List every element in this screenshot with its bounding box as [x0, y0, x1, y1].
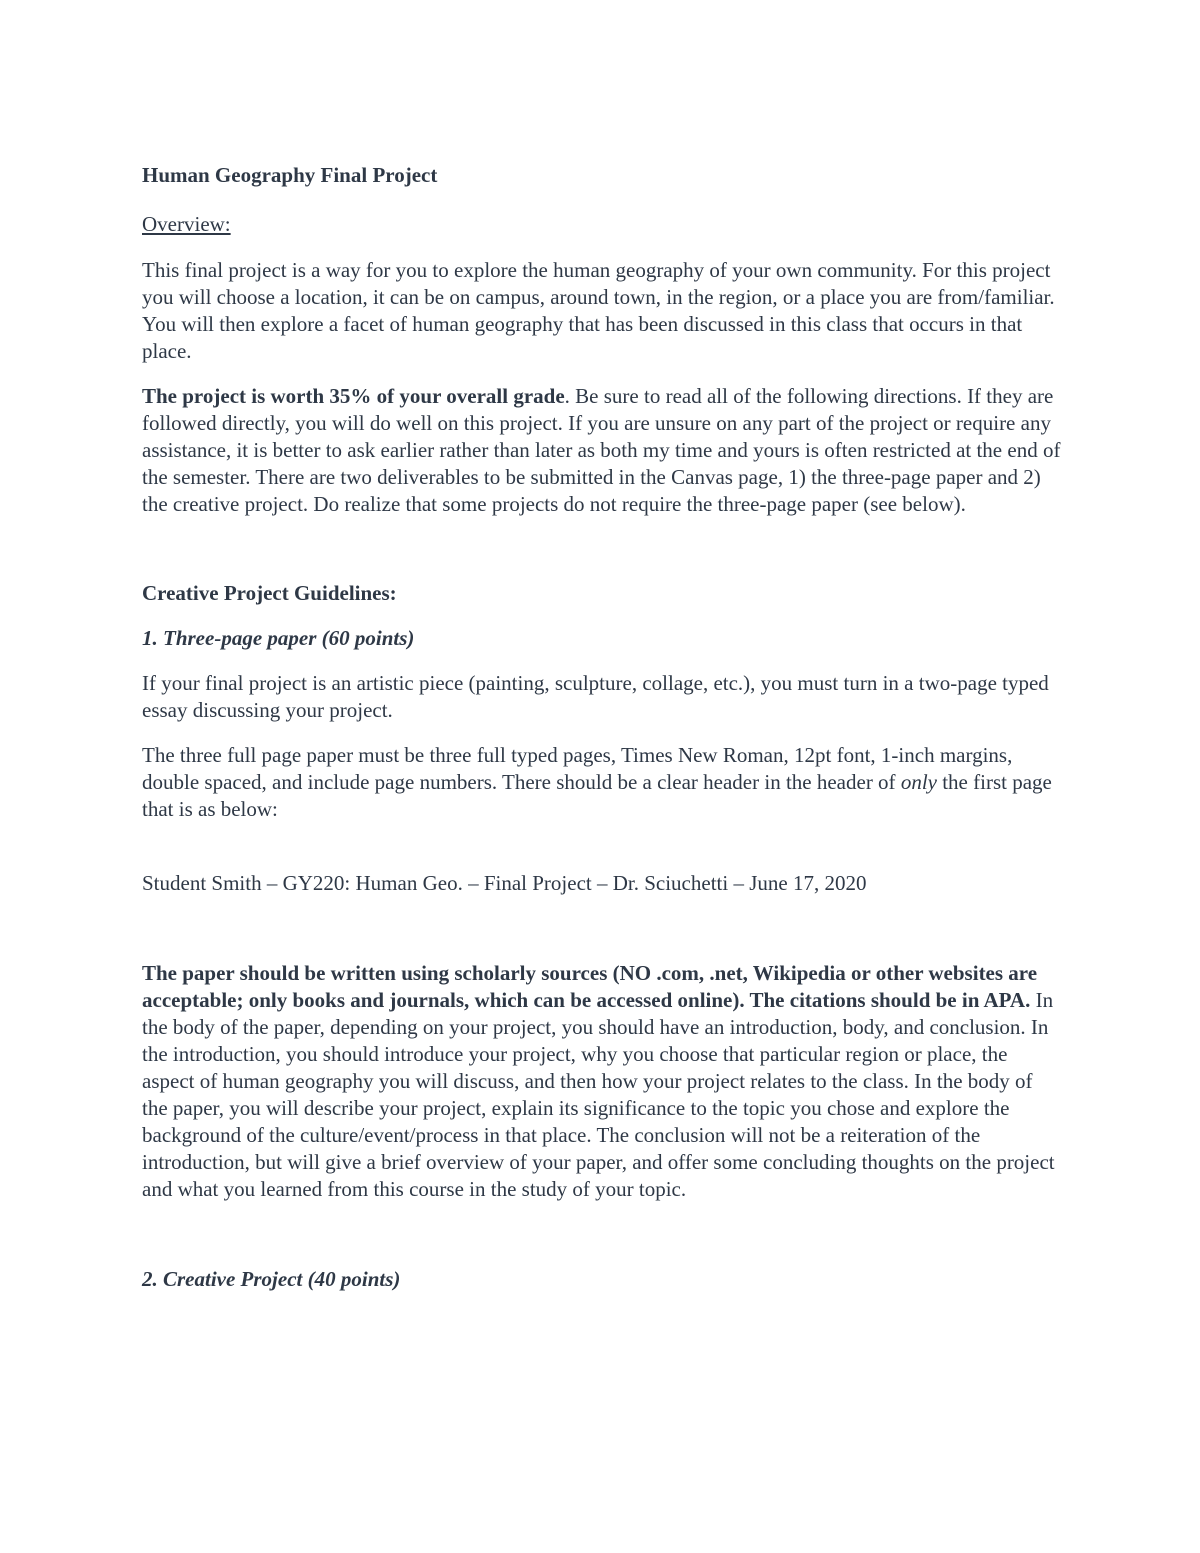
- sources-bold: The paper should be written using scholarly sources (NO .com, .net, Wikipedia or other websites are acceptable; only books and journals, which can be accessed online). The citations should be in APA.: [142, 961, 1038, 1012]
- paper-format-text-a: The three full page paper must be three full typed pages, Times New Roman, 12pt font, 1-inch margins, double spaced, and include page numbers. There should be a clear header in the header of: [142, 743, 1013, 794]
- page-title: Human Geography Final Project: [142, 163, 438, 187]
- overview-paragraph: This final project is a way for you to explore the human geography of your own community. For this project you will choose a location, it can be on campus, around town, in the region, or a place you are from/familiar. You will then explore a facet of human geography that has been discussed in this class that occurs in that place.: [142, 258, 1055, 363]
- guidelines-heading: Creative Project Guidelines:: [142, 581, 397, 605]
- paper-format-emphasis: only: [900, 770, 937, 794]
- grade-worth-bold: The project is worth 35% of your overall grade: [142, 384, 565, 408]
- section-1-heading: 1. Three-page paper (60 points): [142, 626, 415, 650]
- paper-format-text-b: the first page that is as below:: [142, 770, 1052, 821]
- grade-worth-paragraph: [142, 383, 1062, 518]
- artistic-piece-paragraph: If your final project is an artistic piece (painting, sculpture, collage, etc.), you must turn in a two-page typed essay discussing your project.: [142, 671, 1049, 722]
- sources-text: In the body of the paper, depending on your project, you should have an introduction, body, and conclusion. In the introduction, you should introduce your project, why you choose that particular region or place, the aspect of human geography you will discuss, and then how your project relates to the class. In the body of the paper, you will describe your project, explain its significance to the topic you chose and explore the background of the culture/event/process in that place. The conclusion will not be a reiteration of the introduction, but will give a brief overview of your paper, and offer some concluding thoughts on the project and what you learned from this course in the study of your topic.: [142, 988, 1055, 1201]
- section-2-heading: 2. Creative Project (40 points): [142, 1267, 401, 1291]
- document-body: [142, 158, 1062, 1293]
- sources-paragraph: [142, 960, 1062, 1203]
- header-example: Student Smith – GY220: Human Geo. – Final Project – Dr. Sciuchetti – June 17, 2020: [142, 871, 867, 895]
- overview-label: Overview:: [142, 212, 231, 236]
- paper-format-paragraph: [142, 742, 1062, 823]
- grade-worth-text: . Be sure to read all of the following directions. If they are followed directly, you will do well on this project. If you are unsure on any part of the project or require any assistance, it is better to ask earlier rather than later as both my time and yours is often restricted at the end of the semester. There are two deliverables to be submitted in the Canvas page, 1) the three-page paper and 2) the creative project. Do realize that some projects do not require the three-page paper (see below).: [142, 384, 1061, 516]
